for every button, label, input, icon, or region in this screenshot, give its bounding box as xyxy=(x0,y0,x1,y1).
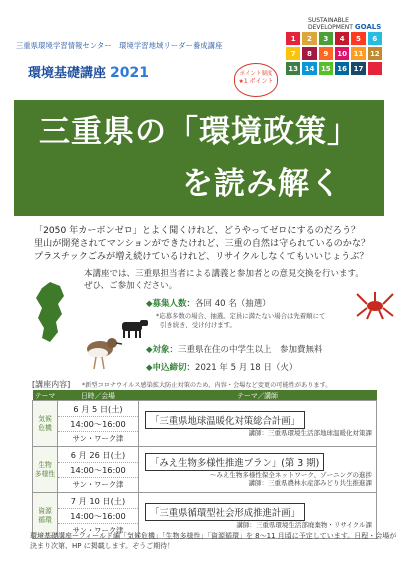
question-item: 「2050 年カーボンゼロ」とよく聞くけれど、どうやってゼロにするのだろう？ xyxy=(34,226,361,236)
question-list xyxy=(34,225,370,264)
lecture-subtitle: ～みえ生物多様性保全ネットワーク、ゾーニングの進捗 xyxy=(209,470,372,479)
row-date: 6 月 5 日(土) xyxy=(58,402,138,417)
sdg-goal-icon: 13 xyxy=(286,62,300,75)
row-lecture xyxy=(139,447,377,493)
course-title xyxy=(28,62,149,81)
lecture-title: 「みえ生物多様性推進プラン」(第 3 期) xyxy=(145,453,324,471)
sdg-goal-icon: 8 xyxy=(302,47,316,60)
sdg-goal-icon: 5 xyxy=(351,32,365,45)
covid-note: *新型コロナウイルス感染拡大防止対策のため、内容・会場など変更の可能性があります。 xyxy=(82,382,332,389)
row-venue: サン・ワーク津 xyxy=(72,479,124,489)
sdg-goal-icon: 9 xyxy=(319,47,333,60)
row-time: 14:00～16:00 xyxy=(58,417,138,432)
row-datetime xyxy=(58,447,139,493)
sdg-goal-icon: 11 xyxy=(351,47,365,60)
col-header-theme: テーマ xyxy=(33,390,58,401)
footer-line: 決まり次第、HP に掲載します。ぞうご期待！ xyxy=(30,542,175,550)
row-date: 6 月 26 日(土) xyxy=(58,448,138,463)
note-line: 引き続き、受け付けます。 xyxy=(160,321,236,329)
question-item: プラスチックごみが増え続けているけれど、リサイクルしなくてもいいじょうぶ？ xyxy=(34,252,369,262)
sdg-goal-icon: 15 xyxy=(319,62,333,75)
capacity-note xyxy=(156,312,325,330)
lecture-lecturer: 講師：三重県農林水産部みどり共生推進課 xyxy=(248,478,372,487)
sdg-goal-icon: 1 xyxy=(286,32,300,45)
lecture-lecturer: 講師：三重県環境生活部廃棄物・リサイクル課 xyxy=(236,520,372,529)
sdg-goal-icon: 17 xyxy=(351,62,365,75)
crayfish-icon xyxy=(353,288,397,322)
sdg-goal-icon: 3 xyxy=(319,32,333,45)
table-row xyxy=(33,401,377,447)
target-label: ◆対象： xyxy=(146,345,179,355)
lecture-lecturer: 講師：三重県環境生活部地球温暖化対策課 xyxy=(248,428,372,437)
sdg-goal-icon: 4 xyxy=(335,32,349,45)
row-datetime xyxy=(58,401,139,447)
row-time: 14:00～16:00 xyxy=(58,509,138,524)
question-item: 里山が開発されてマンションができたけれど、三重の自然は守られているのかな？ xyxy=(34,239,371,249)
badge-line2: ★1 ポイント xyxy=(238,78,274,85)
schedule-table xyxy=(32,390,377,539)
row-date: 7 月 10 日(土) xyxy=(58,494,138,509)
col-header-date: 日時／会場 xyxy=(58,390,139,401)
row-lecture xyxy=(139,401,377,447)
sdgs-goals-word: GOALS xyxy=(354,23,382,31)
footer-line: 環境基礎講座ーフィールド編「気候危機」「生物多様性」「資源循環」を 8～11 月頃に予定しています。日程・会場が xyxy=(30,532,397,540)
badge-line1: ポイント制度 xyxy=(239,71,273,77)
sdg-goal-icon: 7 xyxy=(286,47,300,60)
title-banner xyxy=(14,100,384,216)
course-name: 環境基礎講座 xyxy=(28,66,107,81)
organizer-line: 三重県環境学習情報センター 環境学習地域リーダー養成講座 xyxy=(16,41,223,50)
sdgs-title-b: DEVELOPMENT xyxy=(308,24,353,31)
banner-title-line2: を読み解く xyxy=(182,166,342,202)
row-venue: サン・ワーク津 xyxy=(72,525,124,535)
sdgs-icon-grid xyxy=(286,32,382,75)
point-badge xyxy=(234,63,278,97)
row-theme: 生物 多様性 xyxy=(33,447,58,493)
lecture-title: 「三重県循環型社会形成推進計画」 xyxy=(145,503,305,521)
banner-title-line1: 三重県の「環境政策」 xyxy=(39,114,359,150)
col-header-lecture: テーマ／講師 xyxy=(139,390,377,401)
intro-line: 本講座では、三重県担当者による講義と参加者との意見交換を行います。 xyxy=(84,269,364,279)
table-row xyxy=(33,447,377,493)
intro-line: ぜひ、ご参加ください。 xyxy=(84,281,178,291)
sdg-goal-icon xyxy=(368,62,382,75)
deadline-label: ◆申込締切： xyxy=(146,363,196,373)
row-theme: 資源 循環 xyxy=(33,493,58,539)
note-line: *応募多数の場合、抽選。定員に満たない場合は先着順にて xyxy=(156,312,326,320)
schedule-section-label: [講座内容] xyxy=(32,380,71,389)
intro-text xyxy=(84,268,364,292)
row-time: 14:00～16:00 xyxy=(58,463,138,478)
sdgs-title-a: SUSTAINABLE xyxy=(308,17,349,24)
row-theme: 気候 危機 xyxy=(33,401,58,447)
sdg-goal-icon: 12 xyxy=(368,47,382,60)
target-value: 三重県在住の中学生以上 参加費無料 xyxy=(178,345,323,355)
sdgs-title xyxy=(308,18,382,31)
capacity-value: 各回 40 名（抽選） xyxy=(195,299,271,309)
row-venue: サン・ワーク津 xyxy=(72,433,124,443)
sdg-goal-icon: 2 xyxy=(302,32,316,45)
course-year: 2021 xyxy=(110,65,149,81)
footer-note xyxy=(30,531,396,551)
sdg-goal-icon: 16 xyxy=(335,62,349,75)
sdg-goal-icon: 14 xyxy=(302,62,316,75)
capacity-label: ◆募集人数： xyxy=(146,299,196,309)
sdg-goal-icon: 6 xyxy=(368,32,382,45)
deadline-value: 2021 年 5 月 18 日（火） xyxy=(195,363,298,373)
lecture-title: 「三重県地球温暖化対策総合計画」 xyxy=(145,411,305,429)
mie-map-icon xyxy=(28,280,72,346)
sdg-goal-icon: 10 xyxy=(335,47,349,60)
plover-bird-icon xyxy=(78,333,124,371)
